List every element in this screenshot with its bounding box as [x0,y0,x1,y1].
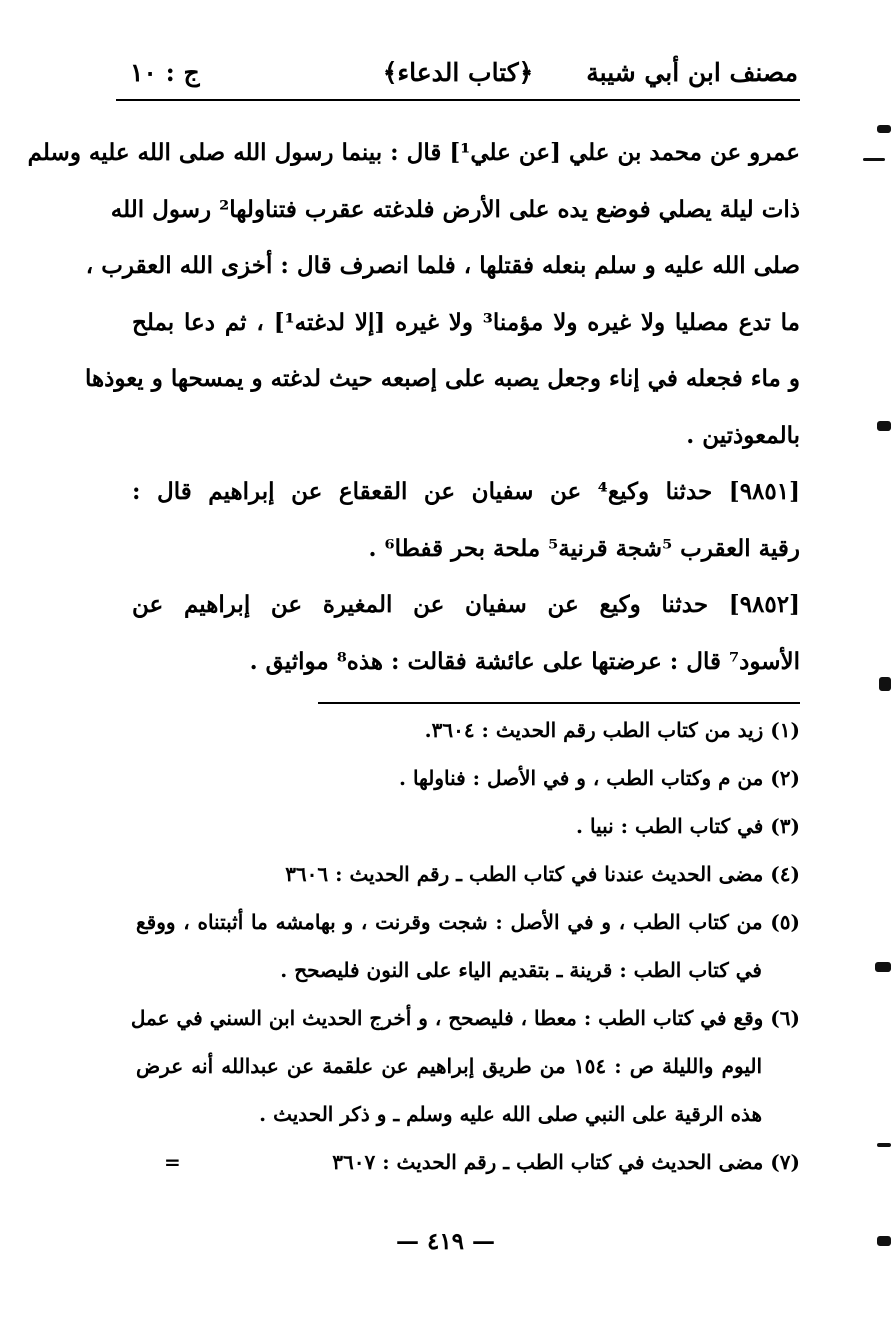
footnote-4: (٤) مضى الحديث عندنا في كتاب الطب ـ رقم الحديث : ٣٦٠٦ [285,862,800,886]
footnote-6-continued: هذه الرقية على النبي صلى الله عليه وسلم ـ و ذكر الحديث . [259,1102,762,1126]
margin-mark [877,1143,891,1147]
footnote-5: (٥) من كتاب الطب ، و في الأصل : شجت وقرنت ، و بهامشه ما أثبتناه ، ووقع [136,910,800,934]
hadith-9852-line: [٩٨٥٢] حدثنا وكيع عن سفيان عن المغيرة عن إبراهيم عن [132,591,800,618]
footnotes [130,706,800,1186]
margin-mark [879,677,891,691]
continuation-mark: = [164,1150,181,1174]
book-title: مصنف ابن أبي شيبة [586,58,798,87]
main-text [27,125,800,690]
footnote-2: (٢) من م وكتاب الطب ، و في الأصل : فناولها . [399,766,800,790]
margin-mark [877,421,891,431]
text-line: صلى الله عليه و سلم بنعله فقتلها ، فلما انصرف قال : أخزى الله العقرب ، [85,252,800,279]
footnote-7-text: (٧) مضى الحديث في كتاب الطب ـ رقم الحديث : ٣٦٠٧ [332,1150,800,1174]
footnote-1: (١) زيد من كتاب الطب رقم الحديث : ٣٦٠٤. [424,718,800,742]
margin-mark [877,1236,891,1246]
text-line: ما تدع مصليا ولا غيره ولا مؤمنا³ ولا غيره [إلا لدغته¹] ، ثم دعا بملح [132,308,800,336]
footnote-rule [318,702,800,704]
text-line: و ماء فجعله في إناء وجعل يصبه على إصبعه حيث لدغته و يمسحها و يعوذها [84,365,800,392]
margin-mark [875,962,891,972]
margin-mark [863,158,885,161]
footnote-6-continued: اليوم والليلة ص : ١٥٤ من طريق إبراهيم عن علقمة عن عبدالله أنه عرض [136,1054,763,1078]
text-line: بالمعوذتين . [686,421,800,449]
hadith-9851-line: [٩٨٥١] حدثنا وكيع⁴ عن سفيان عن القعقاع عن إبراهيم قال : [132,478,800,505]
text-line: عمرو عن محمد بن علي [عن علي¹] قال : بينما رسول الله صلى الله عليه وسلم [27,139,800,166]
header-rule [116,99,800,101]
volume-number: ج : ١٠ [130,58,200,87]
footnote-7 [136,1138,800,1186]
footnote-3: (٣) في كتاب الطب : نبيا . [576,814,800,838]
footnote-5-continued: في كتاب الطب : قرينة ـ بتقديم الياء على النون فليصحح . [280,958,762,982]
text-line: ذات ليلة يصلي فوضع يده على الأرض فلدغته عقرب فتناولها² رسول الله [110,195,800,223]
text-line: رقية العقرب ⁵شجة قرنية⁵ ملحة بحر قفطا⁶ . [368,534,800,562]
running-header [118,52,798,98]
footnote-6: (٦) وقع في كتاب الطب : معطا ، فليصحح ، و أخرج الحديث ابن السني في عمل [130,1006,800,1030]
margin-mark [877,125,891,133]
page-number: — ٤١٩ — [395,1228,496,1255]
text-line: الأسود⁷ قال : عرضتها على عائشة فقالت : هذه⁸ مواثيق . [249,647,800,675]
chapter-title: ﴿كتاب الدعاء﴾ [382,58,534,87]
